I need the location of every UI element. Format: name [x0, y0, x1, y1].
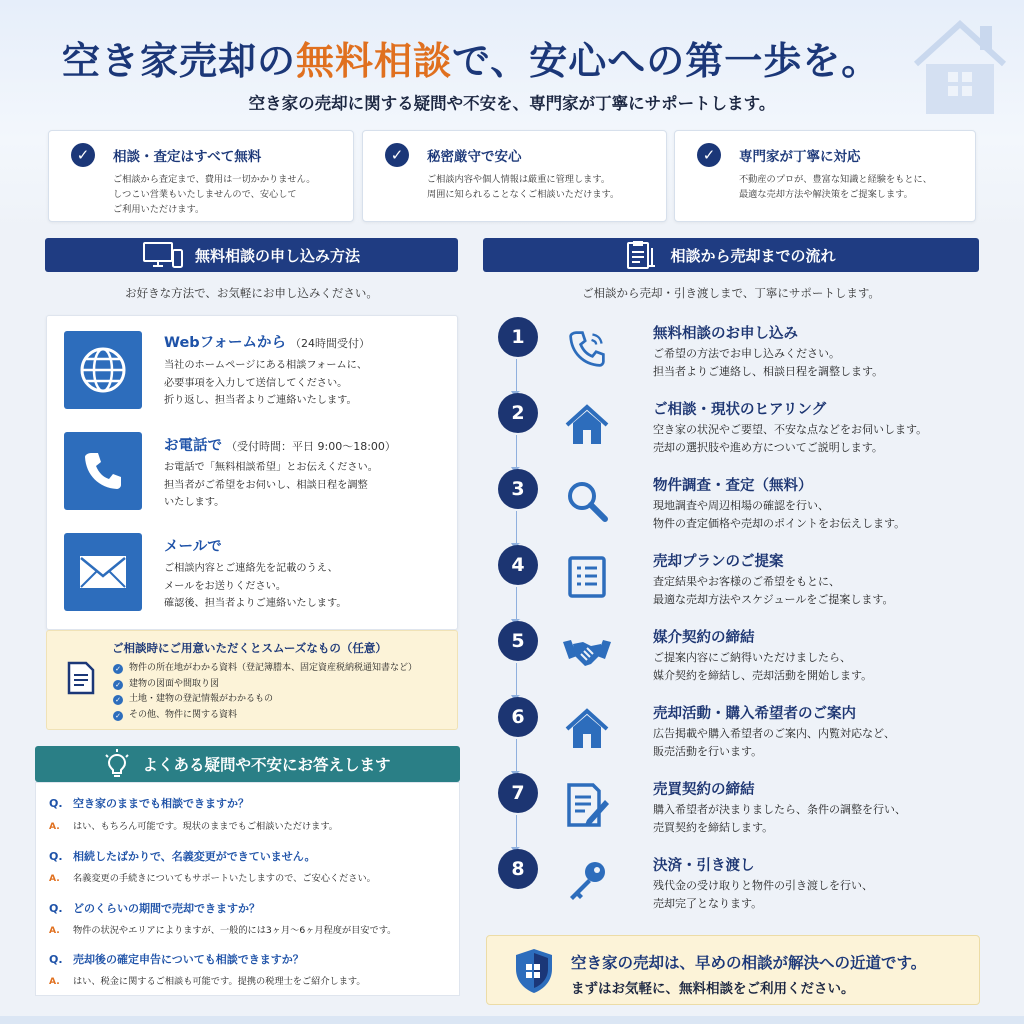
step-description: [653, 649, 872, 684]
step-desc-line: ご希望の方法でお申し込みください。: [653, 347, 840, 360]
faq-question: Q. 空き家のままでも相談できますか？: [49, 797, 249, 810]
method-title-mail: メールで: [164, 539, 222, 555]
step-description: [653, 497, 905, 532]
step-description: [653, 877, 873, 912]
apply-heading-text: 無料相談の申し込み方法: [194, 246, 360, 265]
mail-icon: [78, 554, 128, 590]
faq-answer: A. 名義変更の手続きについてもサポートいたしますので、ご安心ください。: [49, 873, 376, 884]
step-number-badge: 5: [498, 621, 538, 661]
phone-method-icon-box: [64, 432, 142, 510]
step-number-badge: 6: [498, 697, 538, 737]
check-circle-icon: ✓: [71, 143, 95, 167]
check-circle-icon: ✓: [697, 143, 721, 167]
step-title: 売却プランのご提案: [653, 554, 784, 570]
document-icon: [560, 550, 614, 604]
prep-item: ✓ その他、物件に関する資料: [113, 708, 417, 724]
method-desc-web: 当社のホームページにある相談フォームに、 必要事項を入力して送信してください。 折り返し、担当者よりご連絡いたします。: [164, 360, 368, 406]
step-description: [653, 345, 883, 380]
step-desc-line: 売買契約を締結します。: [653, 820, 774, 834]
step-desc-line: 物件の査定価格や売却のポイントをお伝えします。: [653, 516, 906, 530]
page-subheading: 空き家の売却に関する疑問や不安を、専門家が丁寧にサポートします。: [248, 94, 776, 113]
step-title: ご相談・現状のヒアリング: [653, 402, 827, 418]
check-icon: ✓: [113, 664, 123, 674]
step-description: [653, 421, 927, 456]
faq-question: Q. 相続したばかりで、名義変更ができていません。: [49, 850, 316, 863]
step-desc-line: 売却完了となります。: [653, 896, 763, 910]
feature-card-free: [48, 130, 354, 222]
step-title: 決済・引き渡し: [653, 858, 755, 874]
page-headline: [62, 30, 880, 85]
key-icon: [560, 854, 614, 908]
prep-item: ✓ 建物の図面や間取り図: [113, 677, 417, 693]
step-number-badge: 1: [498, 317, 538, 357]
headline-accent: 無料相談: [296, 38, 453, 83]
method-title-web: Webフォームから （24時間受付）: [164, 335, 370, 351]
step-description: [653, 725, 895, 760]
contract-icon: [560, 778, 614, 832]
apply-section-heading: [45, 238, 458, 272]
step-desc-line: 媒介契約を締結し、売却活動を開始します。: [653, 668, 873, 682]
closing-line1: 空き家の売却は、早めの相談が解決への近道です。: [571, 954, 927, 972]
step-desc-line: ご提案内容にご納得いただけましたら、: [653, 651, 851, 664]
step-title: 物件調査・査定（無料）: [653, 478, 813, 494]
faq-answer: A. 物件の状況やエリアによりますが、一般的には3ヶ月〜6ヶ月程度が目安です。: [49, 925, 397, 936]
method-desc-mail: ご相談内容とご連絡先を記載のうえ、 メールをお送りください。 確認後、担当者よりご連絡いたします。: [164, 563, 347, 609]
magnifier-icon: [560, 474, 614, 528]
method-title-phone: お電話で （受付時間：平日 9:00〜18:00）: [164, 438, 396, 454]
house-icon: [560, 702, 614, 756]
mail-method-icon-box: [64, 533, 142, 611]
step-description: [653, 573, 893, 608]
method-desc-phone: お電話で「無料相談希望」とお伝えください。 担当者がご希望をお伺いし、相談日程を調整 いたします。: [164, 462, 378, 508]
step-number-badge: 2: [498, 393, 538, 433]
step-desc-line: 担当者よりご連絡し、相談日程を調整します。: [653, 364, 884, 378]
step-desc-line: 広告掲載や購入希望者のご案内、内覧対応など、: [653, 727, 895, 740]
step-desc-line: 売却の選択肢や進め方についてご説明します。: [653, 440, 883, 454]
prep-item: ✓ 土地・建物の登記情報がわかるもの: [113, 692, 417, 708]
clipboard-icon: [626, 240, 658, 270]
web-method-icon-box: [64, 331, 142, 409]
check-icon: ✓: [113, 695, 123, 705]
prep-items-box: [46, 630, 458, 730]
faq-heading-text: よくある疑問や不安にお答えします: [142, 756, 391, 774]
faq-heading: [35, 746, 460, 782]
prep-item: ✓ 物件の所在地がわかる資料（登記簿謄本、固定資産税納税通知書など）: [113, 661, 417, 677]
faq-question: Q. 売却後の確定申告についても相談できますか？: [49, 953, 304, 966]
prep-title: ご相談時にご用意いただくとスムーズなもの（任意）: [112, 641, 387, 655]
globe-icon: [78, 345, 128, 395]
prep-list: [113, 661, 417, 723]
step-desc-line: 残代金の受け取りと物件の引き渡しを行い、: [653, 879, 873, 892]
handshake-icon: [560, 626, 614, 680]
feature-title: 秘密厳守で安心: [427, 149, 522, 165]
step-number-badge: 3: [498, 469, 538, 509]
faq-question: Q. どのくらいの期間で売却できますか？: [49, 902, 260, 915]
headline-part2: で、安心への第一歩を。: [452, 38, 881, 83]
step-desc-line: 販売活動を行います。: [653, 744, 763, 758]
step-desc-line: 最適な売却方法やスケジュールをご提案します。: [653, 592, 894, 606]
closing-line2: まずはお気軽に、無料相談をご利用ください。: [571, 981, 855, 997]
feature-title: 専門家が丁寧に対応: [739, 149, 861, 165]
lightbulb-icon: [104, 749, 130, 779]
feature-desc: ご相談から査定まで、費用は一切かかりません。 しつこい営業もいたしませんので、安心して ご利用いただけます。: [113, 174, 316, 215]
step-description: [653, 801, 906, 836]
step-number-badge: 7: [498, 773, 538, 813]
step-desc-line: 購入希望者が決まりましたら、条件の調整を行い、: [653, 803, 906, 816]
step-desc-line: 現地調査や周辺相場の確認を行い、: [653, 499, 829, 512]
document-icon: [67, 661, 95, 695]
step-desc-line: 空き家の状況やご要望、不安な点などをお伺いします。: [653, 423, 928, 436]
shield-icon: [513, 947, 555, 995]
check-icon: ✓: [113, 680, 123, 690]
step-number-badge: 4: [498, 545, 538, 585]
feature-card-expert: [674, 130, 976, 222]
flow-heading-text: 相談から売却までの流れ: [670, 246, 836, 265]
headline-part1: 空き家売却の: [62, 38, 297, 83]
step-desc-line: 査定結果やお客様のご希望をもとに、: [653, 575, 840, 588]
faq-answer: A. はい、税金に関するご相談も可能です。提携の税理士をご紹介します。: [49, 976, 366, 987]
house-icon: [560, 398, 614, 452]
faq-answer: A. はい、もちろん可能です。現状のままでもご相談いただけます。: [49, 821, 338, 832]
footer-band: [0, 1016, 1024, 1024]
step-number-badge: 8: [498, 849, 538, 889]
step-title: 売却活動・購入希望者のご案内: [653, 706, 856, 722]
step-title: 媒介契約の締結: [653, 630, 755, 646]
check-icon: ✓: [113, 711, 123, 721]
monitor-phone-icon: [143, 242, 183, 268]
check-circle-icon: ✓: [385, 143, 409, 167]
flow-subheading: ご相談から売却・引き渡しまで、丁寧にサポートします。: [582, 286, 880, 300]
feature-card-confidential: [362, 130, 667, 222]
feature-desc: 不動産のプロが、豊富な知識と経験をもとに、 最適な売却方法や解決策をご提案します。: [739, 174, 932, 200]
closing-box: [486, 935, 980, 1005]
flow-section-heading: [483, 238, 979, 272]
phone-icon: [81, 449, 125, 493]
feature-desc: ご相談内容や個人情報は厳重に管理します。 周囲に知られることなくご相談いただけます。: [427, 174, 620, 200]
phone-icon: [560, 322, 614, 376]
feature-title: 相談・査定はすべて無料: [113, 149, 262, 165]
step-title: 無料相談のお申し込み: [653, 326, 798, 342]
apply-subheading: お好きな方法で、お気軽にお申し込みください。: [125, 286, 378, 300]
step-title: 売買契約の締結: [653, 782, 755, 798]
faq-panel: [35, 782, 460, 996]
